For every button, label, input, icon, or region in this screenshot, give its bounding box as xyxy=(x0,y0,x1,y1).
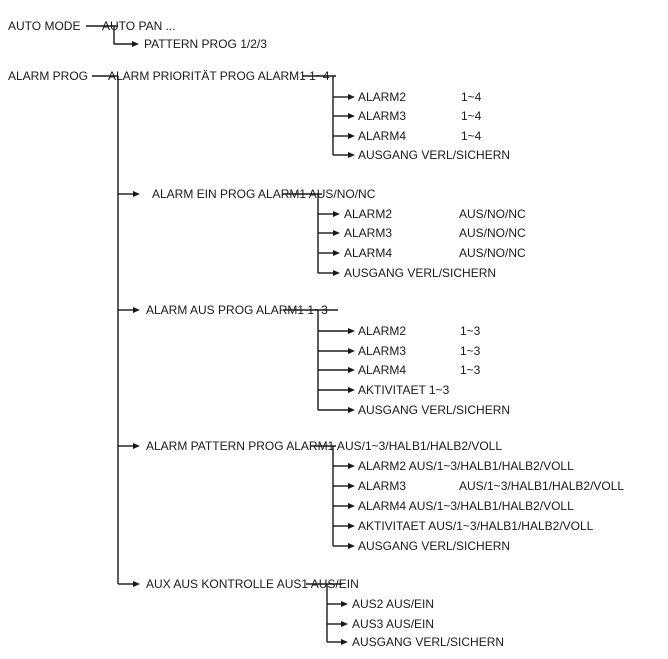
pattern-arrow-5 xyxy=(348,543,355,549)
auto-mode-root-label: AUTO MODE xyxy=(8,19,81,33)
alarm-prog-root-label: ALARM PROG xyxy=(8,69,89,83)
pattern-exit-label: AUSGANG VERL/SICHERN xyxy=(358,539,511,553)
priority-alarm3-value: 1~4 xyxy=(461,109,482,123)
aus-arrow-2 xyxy=(348,348,355,354)
alarm-priority-prog-label: ALARM PRIORITÄT PROG ALARM1 1~4 xyxy=(108,69,330,83)
priority-arrow-4 xyxy=(348,152,355,158)
alarm-ein-prog-label: ALARM EIN PROG ALARM1 AUS/NO/NC xyxy=(152,187,376,201)
priority-alarm4-value: 1~4 xyxy=(461,129,482,143)
aux-trunk-arrow xyxy=(133,581,140,587)
aus-arrow-3 xyxy=(348,367,355,373)
aux-exit-label: AUSGANG VERL/SICHERN xyxy=(352,635,505,649)
priority-alarm2-label: ALARM2 xyxy=(358,90,407,104)
ein-alarm3-label: ALARM3 xyxy=(344,226,393,240)
aus-alarm4-label: ALARM4 xyxy=(358,363,407,377)
alarm-pattern-prog-label: ALARM PATTERN PROG ALARM1 AUS/1~3/HALB1/HALB2/VOLL xyxy=(146,439,503,453)
aus-trunk-arrow xyxy=(133,307,140,313)
pattern-alarm3-label: ALARM3 xyxy=(358,479,407,493)
aux-aus-kontrolle-label: AUX AUS KONTROLLE AUS1 AUS/EIN xyxy=(146,577,359,591)
aux-aus2-label: AUS2 AUS/EIN xyxy=(352,597,435,611)
ein-alarm2-label: ALARM2 xyxy=(344,207,393,221)
pattern-prog-arrow xyxy=(132,41,139,47)
priority-alarm2-value: 1~4 xyxy=(461,90,482,104)
aux-arrow-2 xyxy=(341,621,348,627)
ein-arrow-2 xyxy=(333,230,340,236)
priority-arrow-1 xyxy=(348,94,355,100)
pattern-activity-label: AKTIVITAET AUS/1~3/HALB1/HALB2/VOLL xyxy=(358,519,594,533)
ein-exit-label: AUSGANG VERL/SICHERN xyxy=(344,266,497,280)
alarm-aus-prog-label: ALARM AUS PROG ALARM1 1~3 xyxy=(146,303,328,317)
aus-alarm3-label: ALARM3 xyxy=(358,344,407,358)
pattern-arrow-3 xyxy=(348,503,355,509)
aus-arrow-1 xyxy=(348,328,355,334)
priority-arrow-2 xyxy=(348,113,355,119)
ein-alarm3-value: AUS/NO/NC xyxy=(459,226,526,240)
pattern-alarm2-label: ALARM2 AUS/1~3/HALB1/HALB2/VOLL xyxy=(358,459,574,473)
aus-arrow-5 xyxy=(348,407,355,413)
auto-pan-node-label: AUTO PAN ... xyxy=(102,19,176,33)
ein-arrow-4 xyxy=(333,270,340,276)
pattern-prog-label: PATTERN PROG 1/2/3 xyxy=(144,37,267,51)
aux-aus3-label: AUS3 AUS/EIN xyxy=(352,617,435,631)
aus-alarm2-value: 1~3 xyxy=(460,324,481,338)
priority-arrow-3 xyxy=(348,133,355,139)
priority-exit-label: AUSGANG VERL/SICHERN xyxy=(358,148,511,162)
aux-arrow-1 xyxy=(341,601,348,607)
ein-alarm2-value: AUS/NO/NC xyxy=(459,207,526,221)
pattern-arrow-2 xyxy=(348,483,355,489)
ein-trunk-arrow xyxy=(133,191,140,197)
priority-alarm3-label: ALARM3 xyxy=(358,109,407,123)
pattern-trunk-arrow xyxy=(133,443,140,449)
aus-activity-label: AKTIVITAET 1~3 xyxy=(358,383,450,397)
aus-exit-label: AUSGANG VERL/SICHERN xyxy=(358,403,511,417)
ein-arrow-1 xyxy=(333,211,340,217)
aux-arrow-3 xyxy=(341,639,348,645)
ein-alarm4-value: AUS/NO/NC xyxy=(459,246,526,260)
ein-alarm4-label: ALARM4 xyxy=(344,246,393,260)
pattern-arrow-1 xyxy=(348,463,355,469)
pattern-arrow-4 xyxy=(348,523,355,529)
aus-alarm4-value: 1~3 xyxy=(460,363,481,377)
pattern-alarm4-label: ALARM4 AUS/1~3/HALB1/HALB2/VOLL xyxy=(358,499,574,513)
pattern-alarm3-value: AUS/1~3/HALB1/HALB2/VOLL xyxy=(459,479,625,493)
ein-arrow-3 xyxy=(333,250,340,256)
aus-alarm3-value: 1~3 xyxy=(460,344,481,358)
aus-alarm2-label: ALARM2 xyxy=(358,324,407,338)
priority-alarm4-label: ALARM4 xyxy=(358,129,407,143)
aus-arrow-4 xyxy=(348,387,355,393)
